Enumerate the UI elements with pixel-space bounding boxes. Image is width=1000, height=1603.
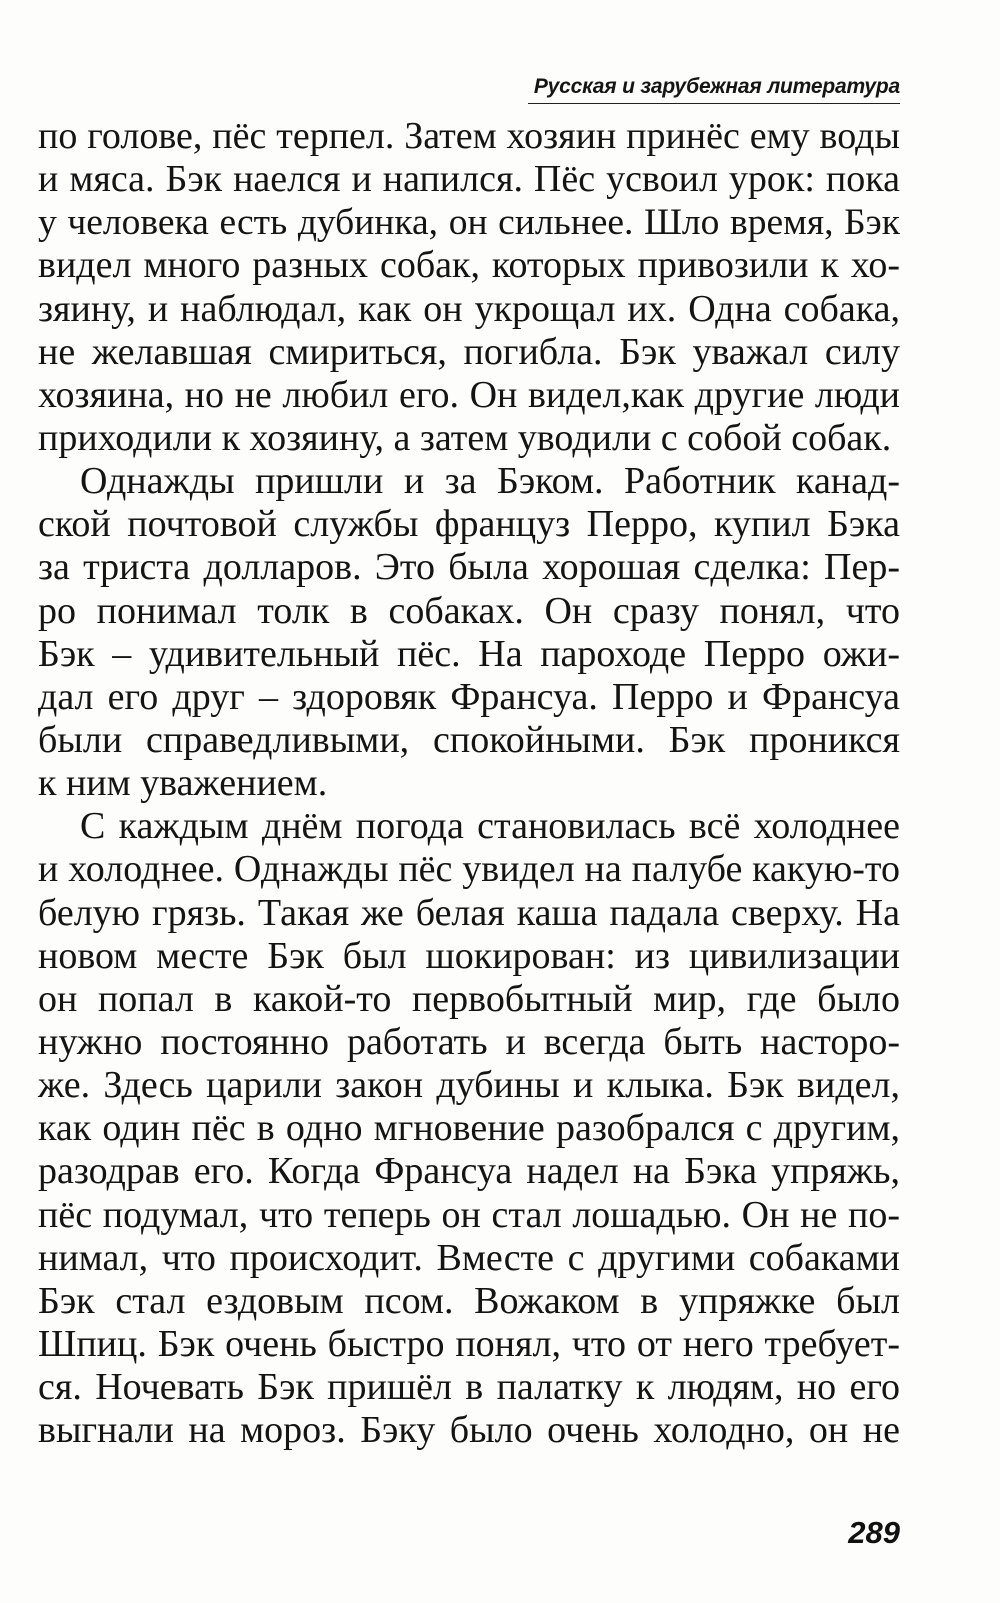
text-line: по голове, пёс терпел. Затем хозяин принёс ему воды [38,115,900,157]
text-line: не желавшая смириться, погибла. Бэк уважал силу [38,330,900,373]
text-line: нужно постоянно работать и всегда быть насторо- [38,1020,900,1063]
text-line: пёс подумал, что теперь он стал лошадью. Он не по- [38,1193,900,1236]
text-line: как один пёс в одно мгновение разобрался с другим, [38,1107,900,1150]
text-line: он попал в какой-то первобытный мир, где было [38,977,900,1020]
text-line: разодрав его. Когда Франсуа надел на Бэка упряжь, [38,1150,900,1193]
text-line: были справедливыми, спокойными. Бэк проникся [38,718,900,761]
text-line: к ним уважением. [38,762,328,805]
text-line: Бэк – удивительный пёс. На пароходе Перро ожи- [38,632,900,675]
text-line: видел много разных собак, которых привозили к хо- [38,244,900,287]
text-line: за триста долларов. Это была хорошая сделка: Пер- [38,546,900,589]
text-line: ской почтовой службы француз Перро, купил Бэка [38,503,900,546]
text-line: Бэк стал ездовым псом. Вожаком в упряжке был [38,1279,900,1322]
paragraph-first-line: Однажды пришли и за Бэком. Работник канад- [80,460,900,503]
text-line: выгнали на мороз. Бэку было очень холодно, он не [38,1409,900,1452]
text-line: и мяса. Бэк наелся и напился. Пёс усвоил урок: пока [38,158,900,201]
text-line: приходили к хозяину, а затем уводили с собой собак. [38,416,892,459]
running-head-title: Русская и зарубежная литература [533,75,900,98]
text-line: Шпиц. Бэк очень быстро понял, что от него требует- [38,1322,900,1365]
text-line: ро понимал толк в собаках. Он сразу понял, что [38,589,900,632]
text-line: зяину, и наблюдал, как он укрощал их. Одна собака, [38,287,900,330]
text-line: дал его друг – здоровяк Франсуа. Перро и Франсуа [38,675,900,718]
body-text [38,115,900,1452]
text-line: нимал, что происходит. Вместе с другими собаками [38,1236,900,1279]
text-line: белую грязь. Такая же белая каша падала сверху. На [38,891,900,934]
text-line: же. Здесь царили закон дубины и клыка. Бэк видел, [38,1064,900,1107]
header-rule [528,103,900,104]
text-line: новом месте Бэк был шокирован: из цивилизации [38,934,900,977]
text-line: хозяина, но не любил его. Он видел,как другие люди [38,373,900,416]
text-line: ся. Ночевать Бэк пришёл в палатку к людям, но его [38,1366,900,1409]
paragraph-first-line: С каждым днём погода становилась всё холоднее [80,805,900,848]
text-line: у человека есть дубинка, он сильнее. Шло время, Бэк [38,202,900,244]
page-number: 289 [848,1515,900,1550]
text-line: и холоднее. Однажды пёс увидел на палубе какую-то [38,848,900,891]
